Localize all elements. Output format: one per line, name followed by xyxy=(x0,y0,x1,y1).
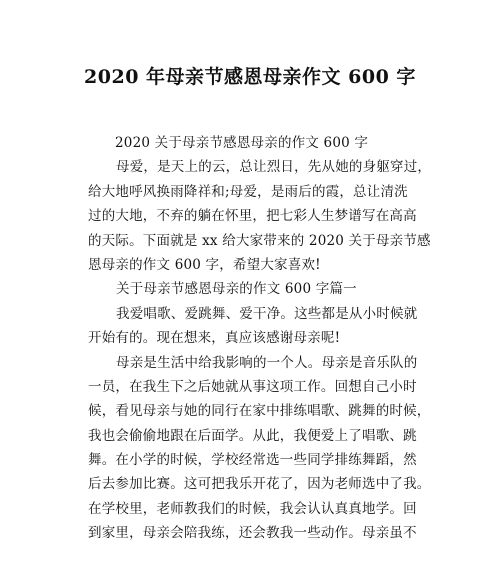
paragraph-line: 一员，在我生下之后她就从事这项工作。回想自己小时 xyxy=(88,378,417,395)
subtitle-line: 2020 关于母亲节感恩母亲的作文 600 字 xyxy=(115,135,369,151)
paragraph-line: 候，看见母亲与她的同行在家中排练唱歌、跳舞的时候， xyxy=(88,403,431,420)
paragraph-line: 的天际。下面就是 xx 给大家带来的 2020 关于母亲节感 xyxy=(88,232,431,249)
document-body xyxy=(88,131,432,546)
paragraph-line: 我也会偷偷地跟在后面学。从此，我便爱上了唱歌、跳 xyxy=(88,427,417,444)
document-title: 2020 年母亲节感恩母亲作文 600 字 xyxy=(84,66,416,88)
paragraph-line: 到家里，母亲会陪我练，还会教我一些动作。母亲虽不 xyxy=(88,525,417,542)
paragraph-line: 我爱唱歌、爱跳舞、爱干净。这些都是从小时候就 xyxy=(116,305,418,322)
paragraph-line: 开始有的。现在想来，真应该感谢母亲呢! xyxy=(88,330,341,347)
paragraph-line: 给大地呼风换雨降祥和;母爱，是雨后的霞，总让清洗 xyxy=(88,183,408,200)
paragraph-line: 母亲是生活中给我影响的一个人。母亲是音乐队的 xyxy=(116,354,418,371)
paragraph-line: 在学校里，老师教我们的时候，我会认认真真地学。回 xyxy=(88,500,417,517)
paragraph-line: 后去参加比赛。这可把我乐开花了，因为老师选中了我。 xyxy=(88,476,431,493)
paragraph-line: 舞。在小学的时候，学校经常选一些同学排练舞蹈，然 xyxy=(88,452,417,469)
paragraph-line: 过的大地，不弃的躺在怀里，把七彩人生梦谱写在高高 xyxy=(88,208,417,225)
section-heading: 关于母亲节感恩母亲的作文 600 字篇一 xyxy=(116,281,357,298)
paragraph-line: 恩母亲的作文 600 字，希望大家喜欢! xyxy=(88,256,321,273)
paragraph-line: 母爱，是天上的云，总让烈日，先从她的身躯穿过， xyxy=(116,159,432,176)
